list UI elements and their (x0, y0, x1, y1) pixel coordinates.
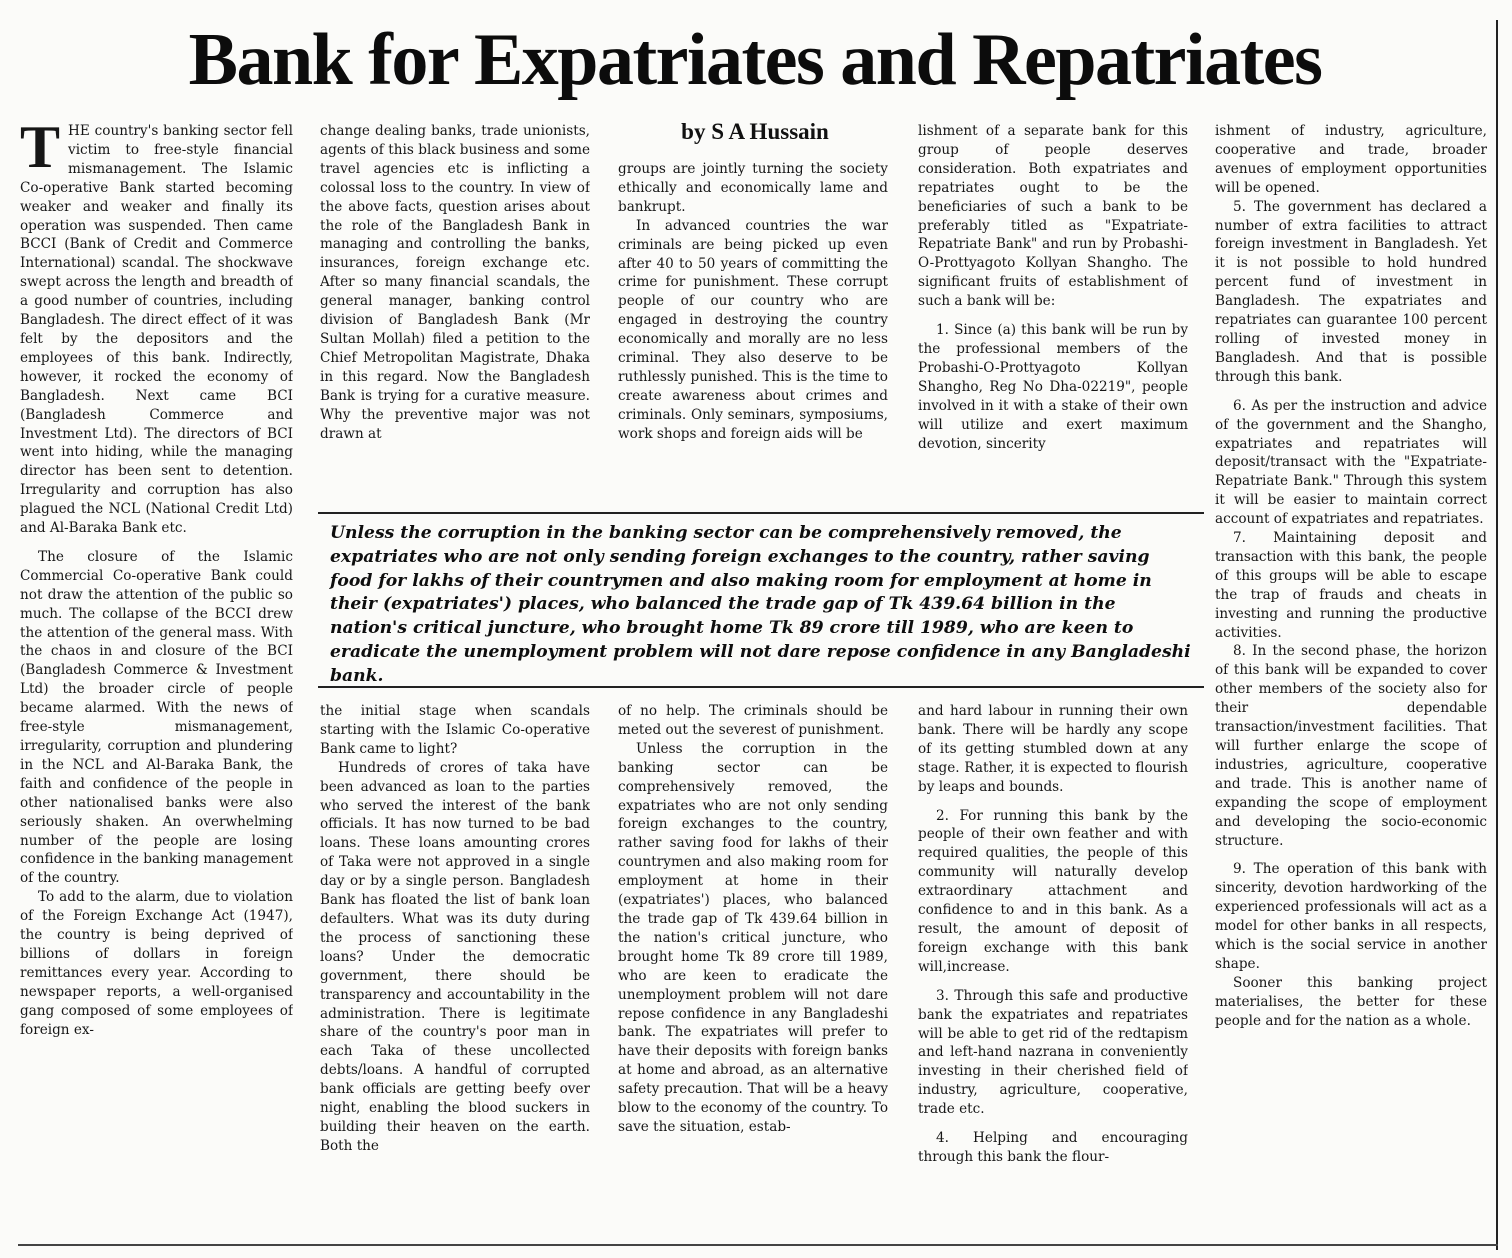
article-paragraph: 9. The operation of this bank with sincerity, devotion hardworking of the experienced professionals will act as a model for other banks in all respects, which is the social service in another shape. (1215, 861, 1487, 972)
article-paragraph: ishment of industry, agriculture, cooperative and trade, broader avenues of employment opportunities will be opened. (1215, 123, 1487, 196)
column-4-top (918, 122, 1188, 504)
article-paragraph: of no help. The criminals should be meted out the severest of punishment. (618, 703, 888, 738)
article-paragraph: 2. For running this bank by the people of their own feather and with required qualities, the people of this community will naturally develop extraordinary attachment and confidence to and in this bank. As a result, the amount of deposit of foreign exchange with this bank will,increase. (918, 807, 1188, 975)
column-1 (20, 122, 293, 1244)
article-paragraph: 3. Through this safe and productive bank the expatriates and repatriates will be able to get rid of the redtapism and left-hand nazrana in conveniently investing in their cherished field of industry, agriculture, cooperative, trade etc. (918, 987, 1188, 1118)
article-paragraph: 8. In the second phase, the horizon of this bank will be expanded to cover other members of the society also for their dependable transaction/investment facilities. That will further enlarge the scope of industries, agriculture, cooperative and trade. This is another name of expanding the scope of employment and developing the socio-economic structure. (1215, 643, 1487, 849)
lead-text: HE country's banking sector fell victim to free-style financial mismanagement. The Islamic Co-operative Bank started becoming weaker and weaker and finally its operation was suspended. Then came BCCI (Bank of Credit and Commerce International) scandal. The shockwave swept across the length and breadth of a good number of countries, including Bangladesh. The direct effect of it was felt by the depositors and the employees of this bank. Indirectly, however, it rocked the economy of Bangladesh. Next came BCI (Bangladesh Commerce and Investment Ltd). The directors of BCI went into hiding, while the managing director has been sent to detention. Irregularity and corruption has also plagued the NCL (National Credit Ltd) and Al-Baraka Bank etc. (20, 123, 293, 537)
article-paragraph: the initial stage when scandals starting with the Islamic Co-operative Bank came to light? (320, 703, 590, 757)
headline: Bank for Expatriates and Repatriates (188, 19, 1322, 101)
drop-cap: T (20, 122, 61, 180)
article-paragraph: In advanced countries the war criminals are being picked up even after 40 to 50 years of committing the crime for punishment. These corrupt people of our country who are engaged in destroying the country economically and morally are no less criminal. They also deserve to be ruthlessly punished. This is the time to create awareness about crimes and criminals. Only seminars, symposiums, work shops and foreign aids will be (618, 217, 888, 442)
article-paragraph: 4. Helping and encouraging through this bank the flour- (918, 1130, 1188, 1165)
article-paragraph: Hundreds of crores of taka have been advanced as loan to the parties who served the interest of the bank officials. It has now turned to be bad loans. These loans amounting crores of Taka were not approved in a single day or by a single person. Bangladesh Bank has floated the list of bank loan defaulters. What was its duty during the process of sanctioning these loans? Under the democratic government, there should be transparency and accountability in the administration. There is legitimate share of the country's poor man in each Taka of these uncollected debts/loans. A handful of corrupted bank officials are getting beefy over night, enabling the blood suckers in building their heaven on the earth. Both the (320, 759, 590, 1154)
article-paragraph: 7. Maintaining deposit and transaction with this bank, the people of this groups will be able to escape the trap of frauds and cheats in investing and running the productive activities. (1215, 530, 1487, 641)
column-3-top (618, 160, 888, 504)
byline: by S A Hussain (681, 119, 829, 144)
article-paragraph: groups are jointly turning the society ethically and economically lame and bankrupt. (618, 161, 888, 215)
article-paragraph: and hard labour in running their own bank. There will be hardly any scope of its getting stumbled down at any stage. Rather, it is expected to flourish by leaps and bounds. (918, 703, 1188, 795)
article-paragraph: Unless the corruption in the banking sector can be comprehensively removed, the expatriates who are not only sending foreign exchanges to the country, rather saving food for lakhs of their countrymen and also making room for employment at home in their (expatriates') places, who balanced the trade gap of Tk 439.64 billion in the nation's critical juncture, who brought home Tk 89 crore till 1989, who are keen to eradicate the unemployment problem will not dare repose confidence in any Bangladeshi bank. The expatriates will prefer to have their deposits with foreign banks at home and abroad, as an alternative safety precaution. That will be a heavy blow to the economy of the country. To save the situation, estab- (618, 740, 888, 1135)
article-paragraph: Sooner this banking project materialises, the better for these people and for the nation as a whole. (1215, 974, 1487, 1029)
article-paragraph (20, 122, 293, 538)
column-5 (1215, 122, 1487, 1244)
article-paragraph: 6. As per the instruction and advice of the government and the Shangho, expatriates and repatriates will deposit/transact with the "Expatriate-Repatriate Bank." Through this system it will be easier to maintain correct account of expatriates and repatriates. (1215, 397, 1487, 528)
bottom-rule (18, 1244, 1498, 1246)
article-paragraph: lishment of a separate bank for this group of people deserves consideration. Both expatriates and repatriates ought to be the beneficiaries of such a bank to be preferably titled as "Expatriate-Repatriate Bank" and run by Probashi-O-Prottyagoto Kollyan Shangho. The significant fruits of establishment of such a bank will be: (918, 123, 1188, 310)
article-paragraph: change dealing banks, trade unionists, agents of this black business and some travel agencies etc is inflicting a colossal loss to the country. In view of the above facts, question arises about the role of the Bangladesh Bank in managing and controlling the banks, insurances, foreign exchange etc. After so many financial scandals, the general manager, banking control division of Bangladesh Bank (Mr Sultan Mollah) filed a petition to the Chief Metropolitan Magistrate, Dhaka in this regard. Now the Bangladesh Bank is trying for a curative measure. Why the preventive major was not drawn at (320, 123, 590, 442)
column-2-bottom (320, 702, 590, 1244)
column-3-bottom (618, 702, 888, 1244)
article-paragraph: To add to the alarm, due to violation of the Foreign Exchange Act (1947), the country is being deprived of billions of dollars in foreign remittances every year. According to newspaper reports, a well-organised gang composed of some employees of foreign ex- (20, 889, 293, 1038)
article-paragraph: 5. The government has declared a number of extra facilities to attract foreign investment in Bangladesh. Yet it is not possible to hold hundred percent fund of investment in Bangladesh. The expatriates and repatriates can guarantee 100 percent rolling of invested money in Bangladesh. And that is possible through this bank. (1215, 198, 1487, 385)
column-4-bottom (918, 702, 1188, 1244)
article-paragraph: The closure of the Islamic Commercial Co-operative Bank could not draw the attention of the public so much. The collapse of the BCCI drew the attention of the general mass. With the chaos in and closure of the BCI (Bangladesh Commerce & Investment Ltd) the broader circle of people became alarmed. With the news of free-style mismanagement, irregularity, corruption and plundering in the NCL and Al-Baraka Bank, the faith and confidence of the people in other nationalised banks were also seriously shaken. An overwhelming number of the people are losing confidence in the banking management of the country. (20, 548, 293, 887)
column-2-top (320, 122, 590, 504)
pull-quote: Unless the corruption in the banking sector can be comprehensively removed, the expatriates who are not only sending foreign exchanges to the country, rather saving food for lakhs of their countrymen and also making room for employment at home in their (expatriates') places, who balanced the trade gap of Tk 439.64 billion in the nation's critical juncture, who brought home Tk 89 crore till 1989, who are keen to eradicate the unemployment problem will not dare repose confidence in any Bangladeshi bank. (318, 512, 1204, 688)
article-paragraph: 1. Since (a) this bank will be run by the professional members of the Probashi-O-Prottyagoto Kollyan Shangho, Reg No Dha-02219", people involved in it with a stake of their own will utilize and exert maximum devotion, sincerity (918, 322, 1188, 452)
column-rule-right (1496, 20, 1498, 1250)
